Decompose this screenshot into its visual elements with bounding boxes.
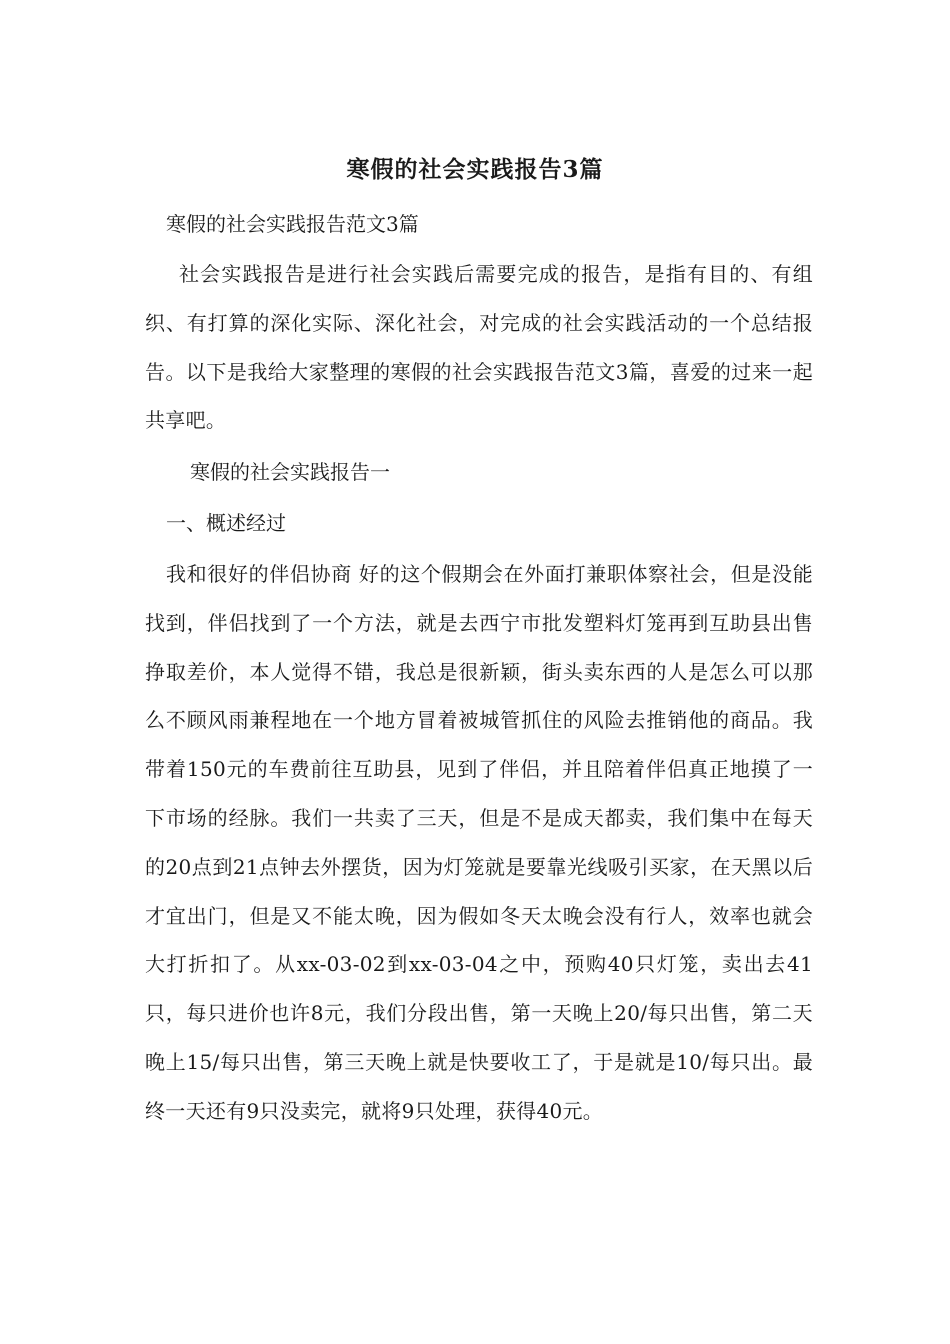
intro-paragraph: 社会实践报告是进行社会实践后需要完成的报告，是指有目的、有组织、有打算的深化实际、深化社会，对完成的社会实践活动的一个总结报告。以下是我给大家整理的寒假的社会实践报告范文3篇，喜爱的过来一起共享吧。 xyxy=(145,262,813,433)
report-heading: 寒假的社会实践报告一 xyxy=(190,460,390,484)
section-heading: 一、概述经过 xyxy=(166,511,286,535)
body-paragraph: 我和很好的伴侣协商 好的这个假期会在外面打兼职体察社会，但是没能找到，伴侣找到了一个方法，就是去西宁市批发塑料灯笼再到互助县出售挣取差价，本人觉得不错，我总是很新颖，街头卖东西的人是怎么可以那么不顾风雨兼程地在一个地方冒着被城管抓住的风险去推销他的商品。我带着150元的车费前往互助县，见到了伴侣，并且陪着伴侣真正地摸了一下市场的经脉。我们一共卖了三天，但是不是成天都卖，我们集中在每天的20点到21点钟去外摆货，因为灯笼就是要靠光线吸引买家，在天黑以后才宜出门，但是又不能太晚，因为假如冬天太晚会没有行人，效率也就会大打折扣了。从xx-03-02到xx-03-04之中，预购40只灯笼，卖出去41只，每只进价也许8元，我们分段出售，第一天晚上20/每只出售，第二天晚上15/每只出售，第三天晚上就是快要收工了，于是就是10/每只出。最终一天还有9只没卖完，就将9只处理，获得40元。 xyxy=(145,562,813,1123)
document-subtitle: 寒假的社会实践报告范文3篇 xyxy=(166,212,419,236)
document-title: 寒假的社会实践报告3篇 xyxy=(346,156,604,183)
